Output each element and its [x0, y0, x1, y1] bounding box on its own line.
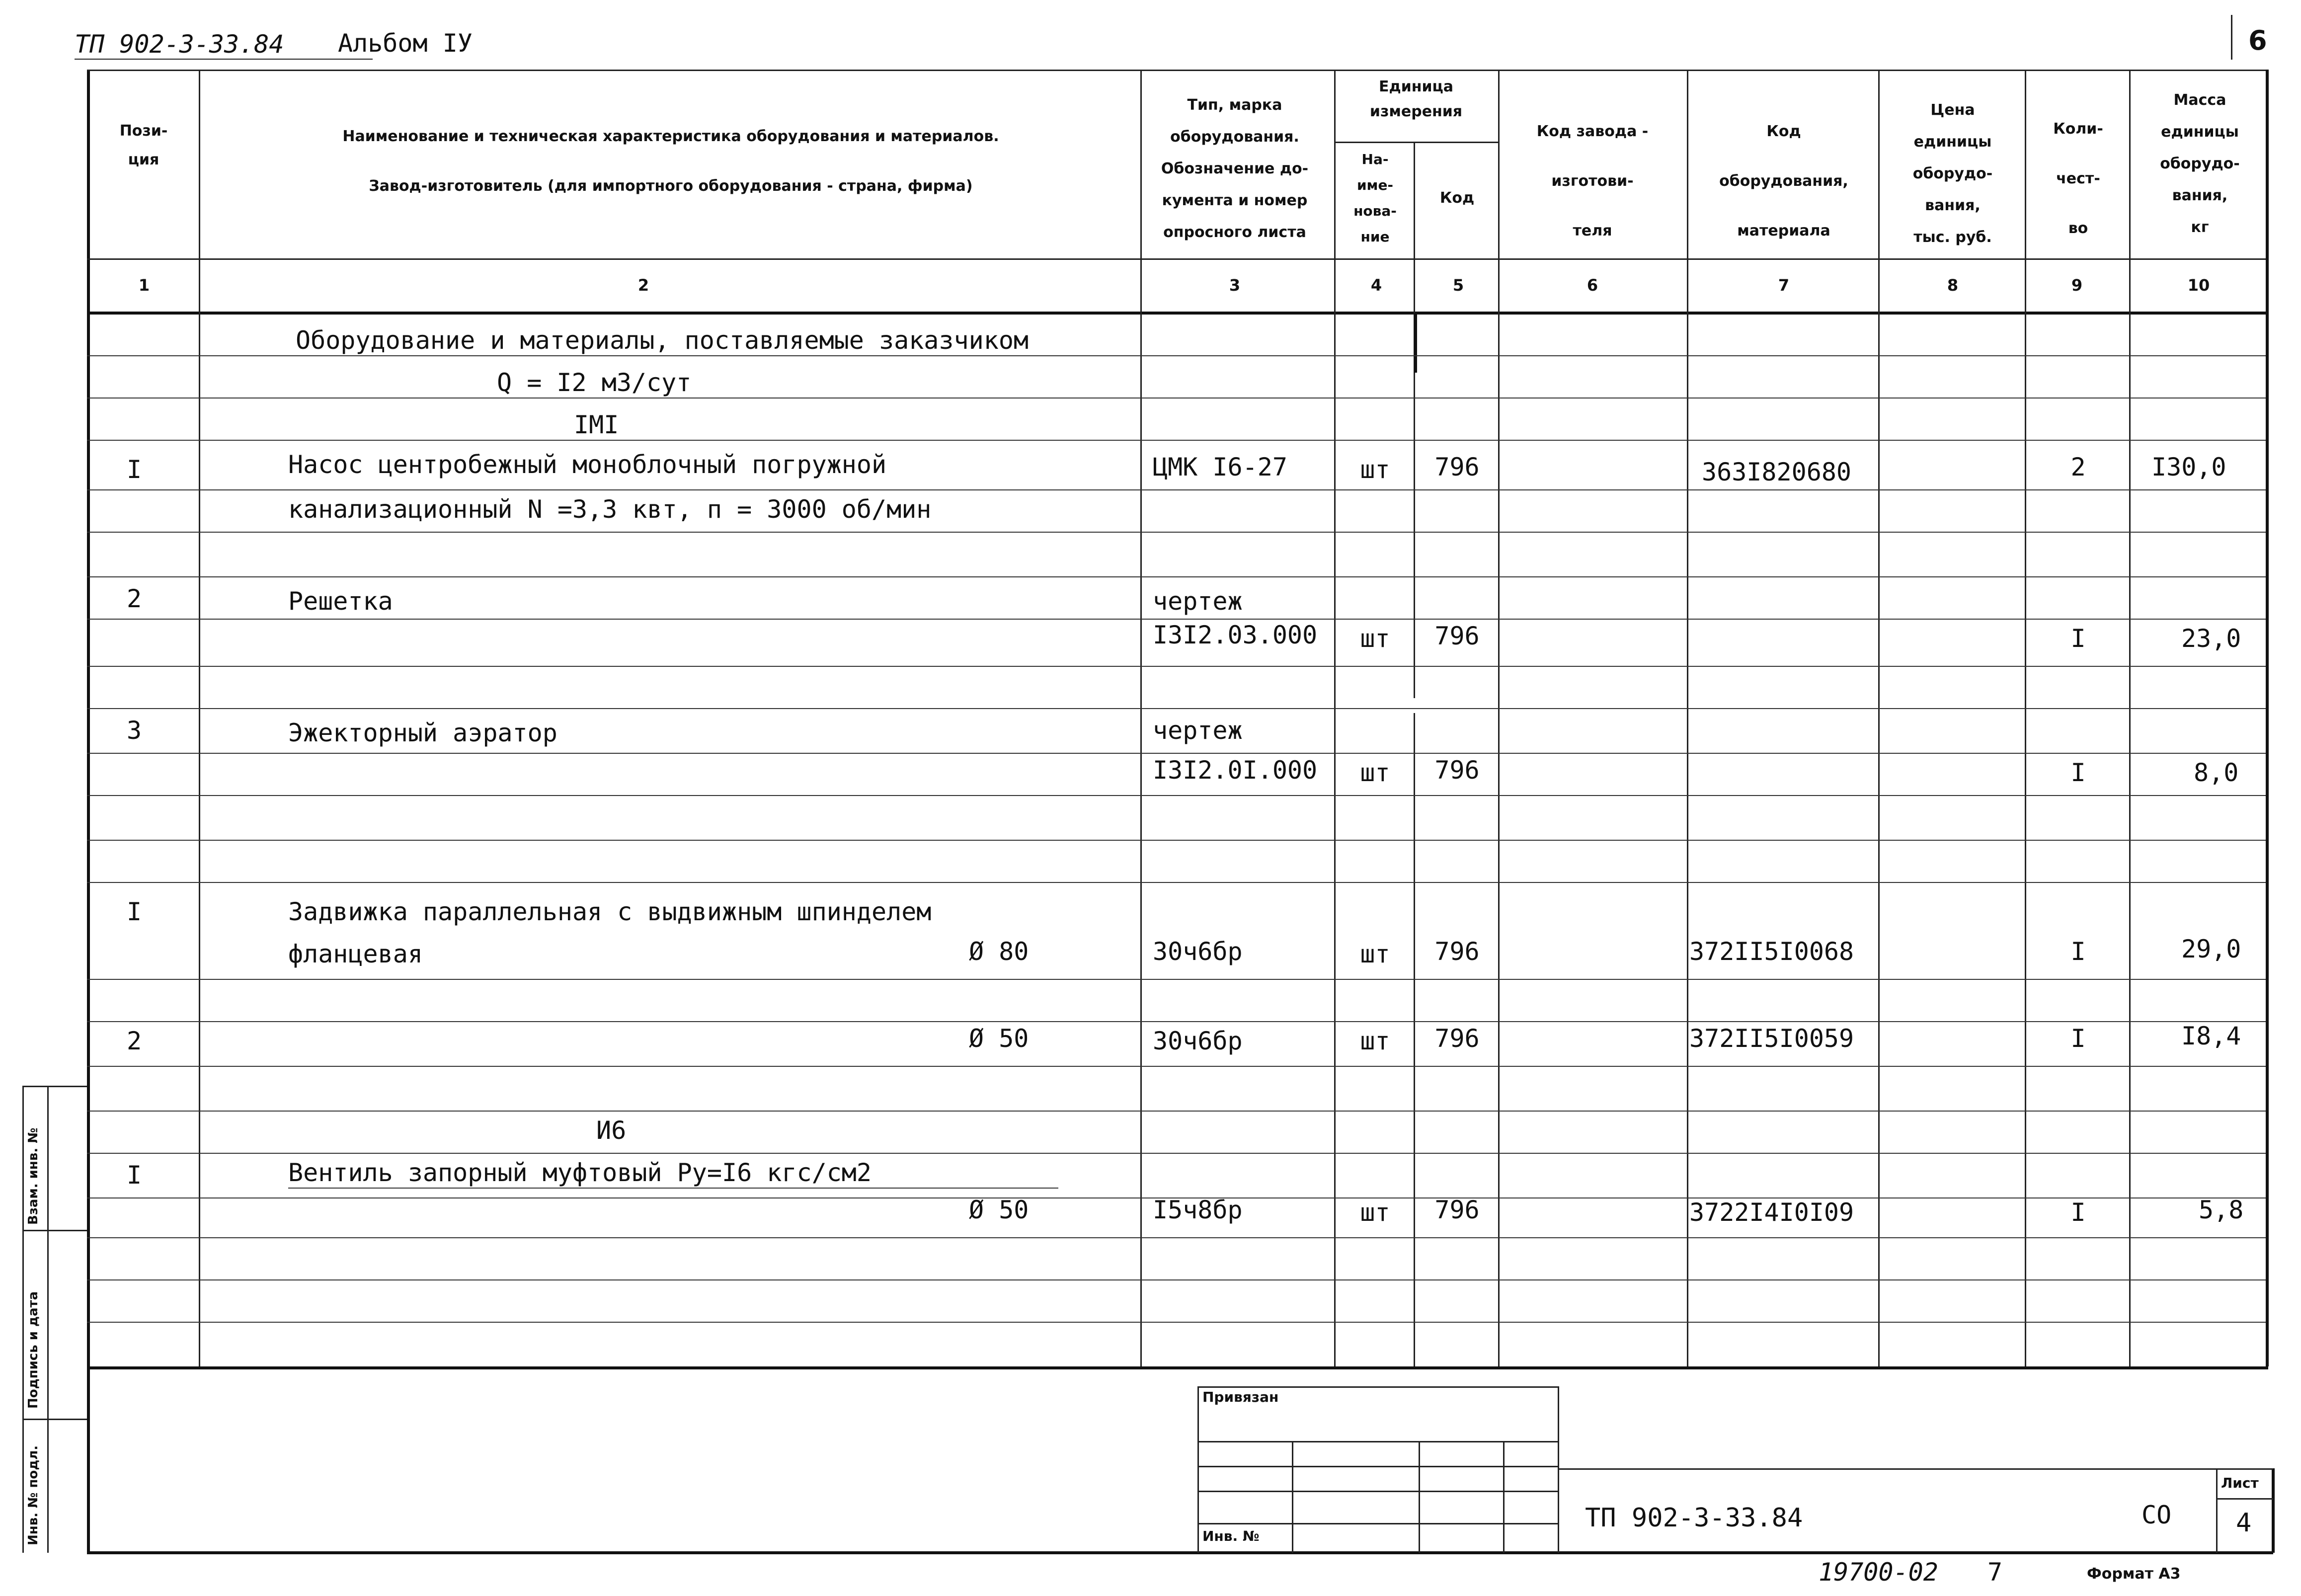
item-type: чертеж — [1153, 716, 1243, 745]
item-unit-code: 796 — [1434, 622, 1480, 650]
stamp-sheet-label: Лист — [2221, 1475, 2259, 1491]
item-equipment-code: 372II5I0059 — [1689, 1024, 1854, 1053]
header-unit-name: На- име- нова- ние — [1353, 151, 1397, 245]
item-quantity: I — [2070, 1024, 2086, 1053]
footer-format: Формат А3 — [2087, 1565, 2181, 1583]
header-type: Тип, марка оборудования. Обозначение до- кумента и номер опросного листа — [1161, 96, 1309, 241]
item-type: ЦМК I6-27 — [1153, 453, 1287, 481]
page-number: 6 — [2248, 25, 2267, 56]
item-type: чертеж — [1153, 587, 1243, 616]
item-quantity: 2 — [2070, 453, 2086, 481]
col-number: 2 — [637, 276, 649, 295]
item-name: фланцевая — [288, 940, 423, 968]
item-mass: I8,4 — [2181, 1022, 2241, 1050]
stamp-mark: СО — [2142, 1501, 2172, 1529]
header-price: Цена единицы оборудо- вания, тыс. руб. — [1912, 101, 1993, 246]
col-number: 7 — [1778, 276, 1790, 295]
item-type: I3I2.0I.000 — [1153, 756, 1318, 785]
item-name: Задвижка параллельная с выдвижным шпинделем — [288, 897, 932, 926]
item-name: Эжекторный аэратор — [288, 718, 557, 747]
item-equipment-code: 372II5I0068 — [1689, 937, 1854, 966]
side-label-inv: Инв. № подл. — [26, 1445, 41, 1545]
item-mass: 5,8 — [2199, 1196, 2244, 1224]
item-dn: Ø 80 — [969, 937, 1029, 966]
item-quantity: I — [2070, 937, 2086, 966]
position: I — [126, 455, 142, 484]
stamp-sheet-number: 4 — [2236, 1508, 2252, 1538]
item-quantity: I — [2070, 624, 2086, 653]
side-label-podpis: Подпись и дата — [26, 1291, 41, 1409]
col-number: 9 — [2071, 276, 2083, 295]
col-number: 4 — [1370, 276, 1382, 295]
item-unit-code: 796 — [1434, 756, 1480, 785]
item-type: 30ч6бр — [1153, 937, 1243, 966]
col-number: 3 — [1229, 276, 1241, 295]
item-unit: шт — [1360, 1198, 1390, 1227]
doc-code-top: ТП 902-3-33.84 — [75, 30, 284, 59]
position: 3 — [126, 716, 142, 745]
item-mass: 23,0 — [2181, 624, 2241, 653]
header-manufacturer-code: Код завода - изготови- теля — [1536, 123, 1649, 239]
item-type: I3I2.03.000 — [1153, 621, 1318, 649]
item-equipment-code: 363I820680 — [1702, 458, 1852, 486]
section-title: Оборудование и материалы, поставляемые заказчиком — [296, 326, 1029, 355]
item-name-cont: канализационный N =3,3 квт, п = 3000 об/мин — [288, 495, 932, 524]
header-unit: Единица измерения — [1369, 78, 1463, 120]
stamp-inv: Инв. № — [1202, 1528, 1260, 1544]
flow-rate: Q = I2 м3/сут — [497, 368, 692, 397]
group-title: IMI — [574, 410, 619, 439]
item-unit: шт — [1360, 624, 1390, 653]
item-unit: шт — [1360, 940, 1390, 968]
header-mass: Масса единицы оборудо- вания, кг — [2160, 91, 2240, 236]
group-title: И6 — [596, 1116, 627, 1145]
item-name: Вентиль запорный муфтовый Ру=I6 кгс/см2 — [288, 1158, 872, 1187]
item-quantity: I — [2070, 758, 2086, 787]
item-mass: 29,0 — [2181, 935, 2241, 963]
item-equipment-code: 3722I4I0I09 — [1689, 1198, 1854, 1227]
position: 2 — [126, 584, 142, 613]
col-number: 5 — [1452, 276, 1464, 295]
album-label: Альбом IУ — [338, 29, 473, 58]
footer-number: 19700-02 — [1819, 1558, 1938, 1587]
item-unit-code: 796 — [1434, 453, 1480, 481]
col-number: 1 — [138, 276, 150, 295]
item-mass: 8,0 — [2194, 758, 2239, 787]
item-unit: шт — [1360, 1027, 1390, 1055]
item-unit-code: 796 — [1434, 937, 1480, 966]
col-number: 6 — [1587, 276, 1598, 295]
footer-seven: 7 — [1987, 1558, 2003, 1587]
item-quantity: I — [2070, 1198, 2086, 1227]
side-label-vzam: Взам. инв. № — [26, 1127, 41, 1225]
item-type: 30ч6бр — [1153, 1027, 1243, 1055]
item-dn: Ø 50 — [969, 1196, 1029, 1224]
item-name: Насос центробежный моноблочный погружной — [288, 450, 887, 479]
item-type: I5ч8бр — [1153, 1196, 1243, 1224]
item-name: Решетка — [288, 587, 393, 616]
item-unit: шт — [1360, 758, 1390, 787]
item-mass: I30,0 — [2151, 453, 2226, 481]
position: I — [126, 897, 142, 926]
item-dn: Ø 50 — [969, 1024, 1029, 1053]
col-number: 10 — [2187, 276, 2210, 295]
header-unit-code: Код — [1439, 189, 1475, 207]
position: 2 — [126, 1027, 142, 1055]
header-name: Наименование и техническая характеристика оборудования и материалов. Завод-изготовитель (для импортного оборудования - страна, фирма) — [342, 128, 999, 195]
item-unit-code: 796 — [1434, 1024, 1480, 1053]
header-position: Пози- ция — [119, 122, 168, 168]
item-unit-code: 796 — [1434, 1196, 1480, 1224]
header-equipment-code: Код оборудования, материала — [1719, 123, 1848, 239]
stamp-privyazan: Привязан — [1202, 1389, 1279, 1405]
header-quantity: Коли- чест- во — [2053, 120, 2103, 237]
position: I — [126, 1161, 142, 1190]
stamp-doc-code: ТП 902-3-33.84 — [1585, 1503, 1803, 1533]
col-number: 8 — [1947, 276, 1959, 295]
item-unit: шт — [1360, 455, 1390, 484]
